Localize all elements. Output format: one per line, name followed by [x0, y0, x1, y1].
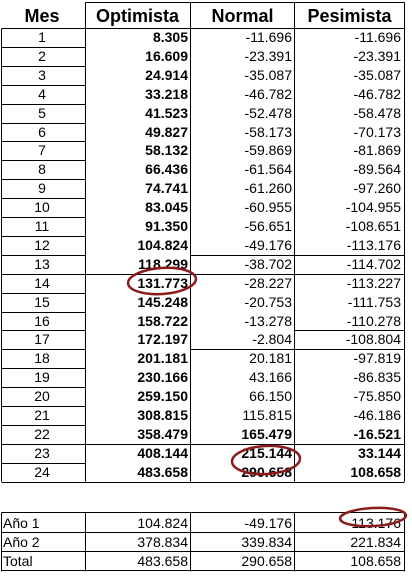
cell-mes: 3 [38, 66, 46, 83]
summary-row [0, 514, 412, 533]
table-row [0, 66, 412, 85]
table-row [0, 179, 412, 198]
cell-pesimista: -81.869 [353, 142, 401, 159]
summary-cell-pesimista: 108.658 [350, 553, 401, 569]
cell-mes: 6 [38, 123, 46, 140]
table-row [0, 406, 412, 425]
table-row [0, 28, 412, 47]
cell-mes: 9 [38, 180, 46, 197]
summary-cell-mes: Total [3, 553, 33, 569]
summary-cell-pesimista: -113.176 [346, 515, 401, 531]
cell-pesimista: -97.260 [353, 180, 401, 197]
cell-mes: 17 [34, 331, 50, 348]
cell-optimista: 74.741 [145, 180, 188, 197]
summary-cell-optimista: 104.824 [137, 515, 188, 531]
cell-mes: 4 [38, 85, 46, 102]
cell-mes: 24 [34, 463, 50, 480]
cell-normal: -52.478 [244, 104, 292, 121]
cell-optimista: 358.479 [137, 425, 188, 442]
table-row [0, 255, 412, 274]
cell-normal: 165.479 [241, 425, 292, 442]
cell-optimista: 230.166 [137, 369, 188, 386]
cell-pesimista: -114.702 [346, 255, 401, 272]
table-row [0, 274, 412, 293]
cell-normal: -13.278 [244, 312, 292, 329]
cell-normal: -20.753 [244, 293, 292, 310]
cell-optimista: 259.150 [137, 388, 188, 405]
cell-normal: -58.173 [244, 123, 292, 140]
cell-normal: -23.391 [244, 47, 292, 64]
summary-row [0, 552, 412, 571]
table-row [0, 387, 412, 406]
cell-pesimista: -23.391 [353, 47, 401, 64]
table-row [0, 425, 412, 444]
cell-normal: -2.804 [252, 331, 292, 348]
cell-normal: 115.815 [242, 407, 292, 423]
cell-normal: -56.651 [244, 218, 292, 234]
cell-optimista: 118.299 [138, 255, 188, 272]
cell-pesimista: -97.819 [353, 350, 401, 367]
cell-mes: 1 [38, 29, 46, 45]
summary-cell-pesimista: 221.834 [350, 534, 401, 550]
table-row [0, 160, 412, 179]
cell-mes: 12 [34, 236, 50, 253]
cell-pesimista: -16.521 [353, 425, 401, 442]
summary-cell-optimista: 483.658 [137, 553, 188, 569]
cell-normal: -11.696 [245, 29, 292, 45]
cell-optimista: 41.523 [145, 104, 188, 121]
table-row [0, 104, 412, 123]
table-row [0, 236, 412, 255]
table-row [0, 463, 412, 482]
cell-normal: 290.658 [241, 463, 292, 480]
table-row [0, 312, 412, 331]
cell-optimista: 104.824 [137, 236, 188, 253]
cell-optimista: 33.218 [145, 85, 188, 102]
cell-mes: 19 [34, 369, 50, 386]
cell-normal: -49.176 [244, 236, 292, 253]
cell-optimista: 408.144 [137, 444, 188, 461]
header-row [0, 3, 412, 29]
cell-optimista: 83.045 [145, 199, 188, 216]
cell-normal: -35.087 [244, 66, 292, 83]
table-row [0, 198, 412, 217]
cell-mes: 20 [34, 388, 50, 405]
cell-normal: 215.144 [241, 444, 292, 461]
cell-pesimista: -111.753 [347, 293, 401, 310]
cell-optimista: 172.197 [137, 331, 188, 348]
cell-normal: -61.564 [244, 161, 292, 178]
cell-normal: -46.782 [244, 85, 292, 102]
cell-mes: 11 [34, 218, 50, 234]
summary-cell-optimista: 378.834 [137, 534, 188, 550]
cell-pesimista: -113.176 [346, 236, 401, 253]
table-row [0, 141, 412, 160]
cell-normal: 66.150 [249, 388, 292, 405]
summary-cell-normal: 339.834 [241, 534, 292, 550]
summary-cell-mes: Año 1 [3, 515, 40, 531]
cell-mes: 18 [34, 350, 50, 367]
cell-normal: 20.181 [249, 350, 292, 367]
cell-pesimista: -11.696 [354, 29, 401, 45]
cell-mes: 7 [38, 142, 46, 159]
cell-mes: 13 [34, 255, 50, 272]
cell-optimista: 24.914 [145, 66, 188, 83]
header-mes: Mes [24, 6, 60, 26]
cell-optimista: 131.773 [137, 274, 188, 291]
cell-normal: -61.260 [244, 180, 292, 197]
cell-normal: 43.166 [249, 369, 292, 386]
cell-mes: 5 [38, 104, 46, 121]
cell-mes: 22 [34, 425, 50, 442]
summary-row [0, 533, 412, 552]
cell-pesimista: -86.835 [353, 369, 401, 386]
header-normal: Normal [211, 6, 274, 26]
summary-cell-normal: -49.176 [244, 515, 292, 531]
cell-normal: -60.955 [244, 199, 292, 216]
table-row [0, 330, 412, 349]
cell-optimista: 308.815 [137, 407, 188, 423]
cell-pesimista: -75.850 [353, 388, 401, 405]
cell-mes: 16 [34, 312, 50, 329]
table-row [0, 293, 412, 312]
cell-pesimista: -70.173 [353, 123, 401, 140]
table-row [0, 47, 412, 66]
cell-optimista: 158.722 [137, 312, 188, 329]
cell-pesimista: -108.651 [345, 218, 401, 234]
cell-optimista: 145.248 [137, 293, 188, 310]
cell-optimista: 91.350 [145, 218, 188, 234]
cell-optimista: 66.436 [145, 161, 188, 178]
cell-optimista: 8.305 [152, 29, 188, 45]
cell-pesimista: -89.564 [353, 161, 401, 178]
cell-optimista: 49.827 [145, 123, 188, 140]
table-row [0, 85, 412, 104]
cell-normal: -59.869 [244, 142, 292, 159]
table-row [0, 444, 412, 463]
cell-optimista: 483.658 [137, 463, 188, 480]
cell-mes: 15 [34, 293, 50, 310]
header-pesimista: Pesimista [307, 6, 392, 26]
table-row [0, 217, 412, 236]
cell-mes: 2 [38, 47, 46, 64]
cell-optimista: 16.609 [145, 47, 188, 64]
summary-cell-mes: Año 2 [3, 534, 40, 550]
cell-pesimista: -46.782 [353, 85, 401, 102]
cell-mes: 21 [34, 407, 50, 423]
cell-pesimista: -58.478 [353, 104, 401, 121]
cell-optimista: 201.181 [137, 350, 188, 367]
cell-mes: 23 [34, 444, 50, 461]
cell-pesimista: -35.087 [353, 66, 401, 83]
cell-pesimista: 33.144 [358, 444, 401, 461]
cell-normal: -28.227 [244, 274, 292, 291]
cell-mes: 14 [34, 274, 50, 291]
cell-mes: 10 [34, 199, 50, 216]
table-row [0, 368, 412, 387]
header-optimista: Optimista [95, 6, 179, 26]
cell-mes: 8 [38, 161, 46, 178]
cell-pesimista: -108.804 [345, 331, 401, 348]
cell-pesimista: -104.955 [345, 199, 401, 216]
cell-pesimista: -110.278 [346, 312, 401, 329]
cell-pesimista: -113.227 [346, 274, 401, 291]
cell-pesimista: 108.658 [350, 463, 401, 480]
cell-normal: -38.702 [244, 255, 292, 272]
cell-optimista: 58.132 [145, 142, 188, 159]
table-row [0, 349, 412, 368]
summary-cell-normal: 290.658 [241, 553, 292, 569]
table-row [0, 123, 412, 142]
cell-pesimista: -46.186 [353, 407, 401, 423]
